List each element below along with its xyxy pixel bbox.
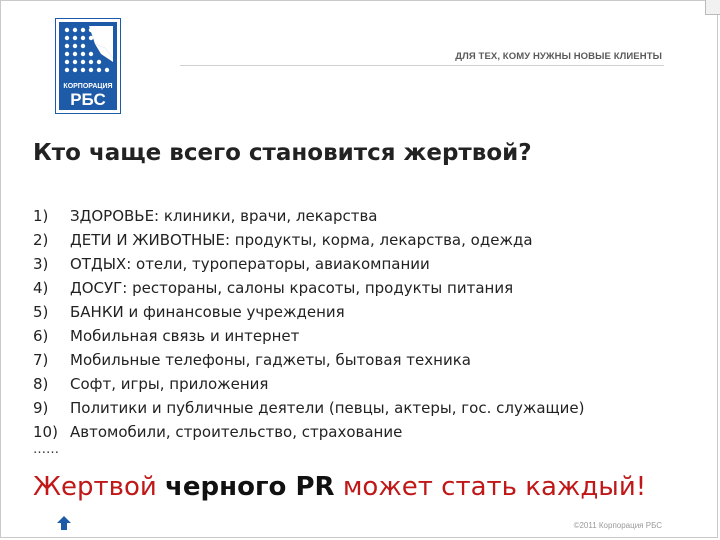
list-item-text: ДЕТИ И ЖИВОТНЫЕ: продукты, корма, лекарства, одежда <box>70 231 533 249</box>
list-item <box>33 396 585 420</box>
list-item-text: ДОСУГ: рестораны, салоны красоты, продукты питания <box>70 279 514 297</box>
list-item-number: 5) <box>33 303 49 321</box>
list-item-text: ЗДОРОВЬЕ: клиники, врачи, лекарства <box>70 207 378 225</box>
header-tagline: ДЛЯ ТЕХ, КОМУ НУЖНЫ НОВЫЕ КЛИЕНТЫ <box>455 51 662 62</box>
list-item-number: 3) <box>33 255 49 273</box>
list-item <box>33 372 585 396</box>
list-item-text: Политики и публичные деятели (певцы, актеры, гос. служащие) <box>70 399 585 417</box>
list-item-text: Мобильные телефоны, гаджеты, бытовая техника <box>70 351 471 369</box>
list-item <box>33 300 585 324</box>
list-item <box>33 420 585 444</box>
list-item-text: ОТДЫХ: отели, туроператоры, авиакомпании <box>70 255 430 273</box>
list-item <box>33 324 585 348</box>
list-item-number: 9) <box>33 399 49 417</box>
list-item-number: 2) <box>33 231 49 249</box>
copyright-text: ©2011 Корпорация РБС <box>573 521 662 530</box>
list-item-text: Софт, игры, приложения <box>70 375 269 393</box>
list-item-number: 4) <box>33 279 49 297</box>
corner-fold-mark <box>705 0 720 15</box>
conclusion-part1: Жертвой <box>33 472 157 502</box>
logo-line1: КОРПОРАЦИЯ <box>63 83 113 90</box>
victims-list <box>33 204 585 444</box>
conclusion-part3: может стать каждый! <box>342 472 647 502</box>
list-item-number: 6) <box>33 327 49 345</box>
logo-line2: РБС <box>70 90 106 109</box>
header-divider <box>180 65 664 66</box>
list-item-text: Автомобили, строительство, страхование <box>70 423 403 441</box>
list-item-number: 7) <box>33 351 49 369</box>
list-item-number: 8) <box>33 375 49 393</box>
list-ellipsis: …… <box>33 442 59 457</box>
conclusion-statement <box>33 472 646 502</box>
list-item-text: БАНКИ и финансовые учреждения <box>70 303 345 321</box>
up-arrow-icon[interactable] <box>55 514 73 532</box>
list-item <box>33 276 585 300</box>
list-item-text: Мобильная связь и интернет <box>70 327 300 345</box>
rbs-logo <box>55 18 121 114</box>
list-item-number: 1) <box>33 207 49 225</box>
list-item <box>33 204 585 228</box>
list-item <box>33 348 585 372</box>
list-item-number: 10) <box>33 423 58 441</box>
list-item <box>33 228 585 252</box>
list-item <box>33 252 585 276</box>
conclusion-part2: черного PR <box>165 472 335 502</box>
slide-title: Кто чаще всего становится жертвой? <box>33 140 532 166</box>
